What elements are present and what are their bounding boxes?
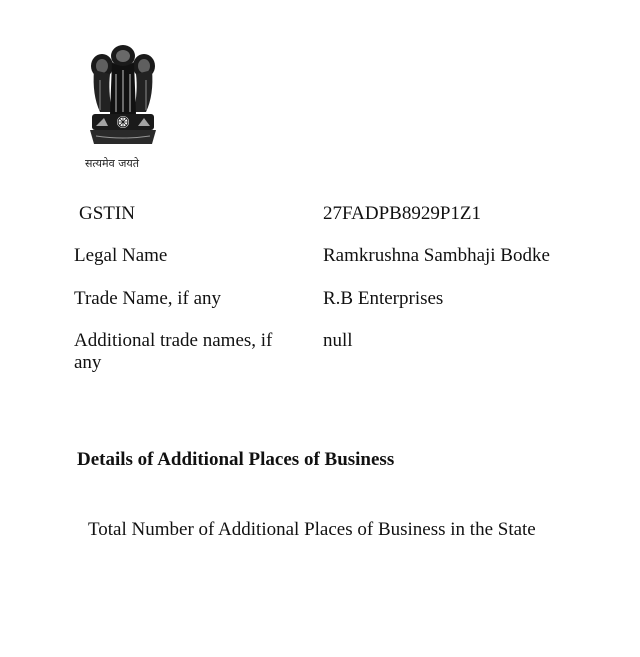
detail-label: Legal Name: [74, 245, 168, 266]
detail-label: GSTIN: [79, 203, 135, 224]
detail-value: 27FADPB8929P1Z1: [323, 203, 482, 224]
detail-value: R.B Enterprises: [323, 288, 444, 309]
detail-label: Trade Name, if any: [74, 288, 222, 309]
total-places-label: Total Number of Additional Places of Business in the State: [88, 519, 536, 540]
state-emblem-icon: [82, 40, 164, 152]
emblem-motto: सत्यमेव जयते: [85, 157, 140, 170]
state-emblem: [78, 40, 168, 180]
section-title: Details of Additional Places of Business: [77, 449, 395, 470]
detail-label: Additional trade names, if any: [74, 330, 273, 373]
detail-value: Ramkrushna Sambhaji Bodke: [323, 245, 550, 266]
detail-value: null: [323, 330, 353, 351]
